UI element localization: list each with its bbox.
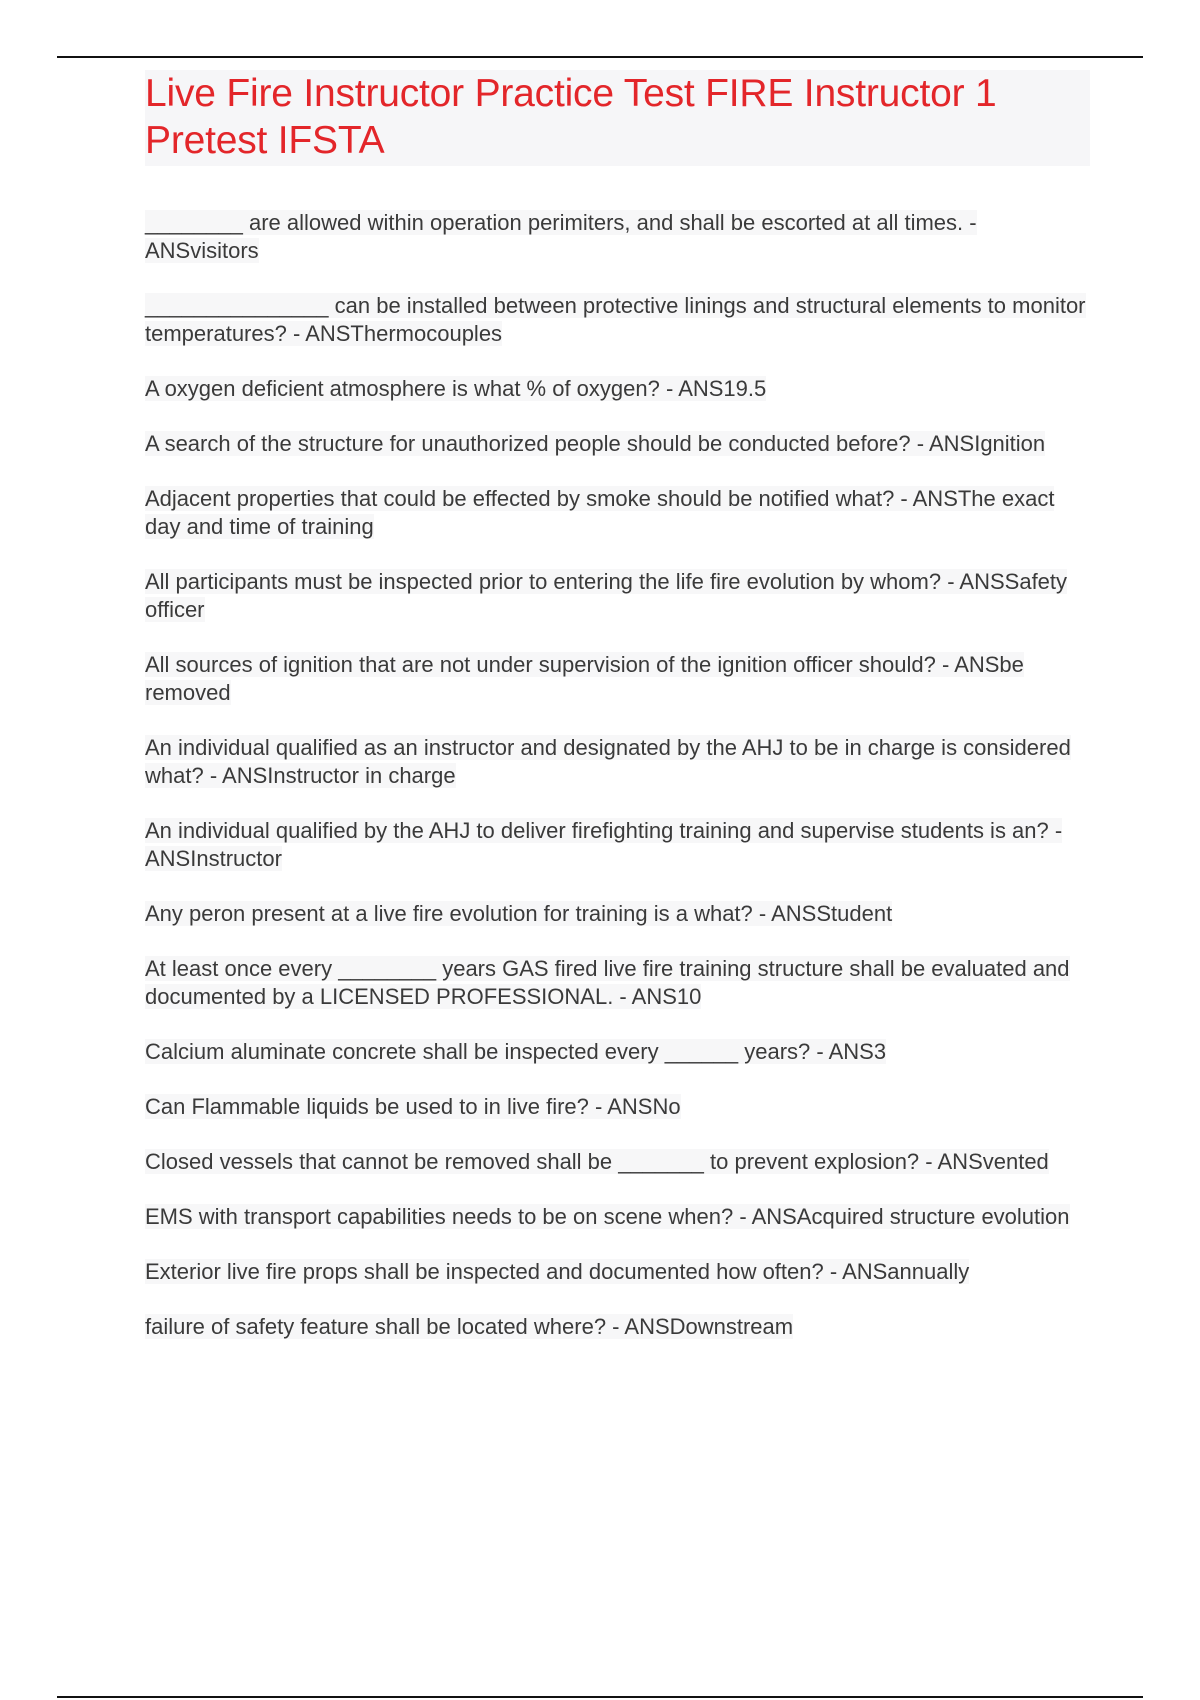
bottom-rule — [57, 1696, 1143, 1698]
qa-item: Any peron present at a live fire evolution for training is a what? - ANSStudent — [145, 901, 893, 926]
qa-item: _______________ can be installed between protective linings and structural elements to monitor temperatures? - ANSThermocouples — [145, 293, 1086, 346]
qa-item: ________ are allowed within operation perimiters, and shall be escorted at all times. - ANSvisitors — [145, 210, 977, 263]
qa-item: A oxygen deficient atmosphere is what % of oxygen? - ANS19.5 — [145, 376, 767, 401]
qa-item: A search of the structure for unauthorized people should be conducted before? - ANSIgnition — [145, 431, 1046, 456]
top-rule — [57, 56, 1143, 58]
qa-item: Closed vessels that cannot be removed shall be _______ to prevent explosion? - ANSvented — [145, 1149, 1049, 1174]
qa-item: Calcium aluminate concrete shall be inspected every ______ years? - ANS3 — [145, 1039, 887, 1064]
qa-item: All participants must be inspected prior to entering the life fire evolution by whom? - ANSSafety officer — [145, 569, 1068, 622]
qa-list — [145, 209, 1090, 1341]
qa-item: failure of safety feature shall be located where? - ANSDownstream — [145, 1314, 794, 1339]
qa-item: All sources of ignition that are not under supervision of the ignition officer should? - ANSbe removed — [145, 652, 1024, 705]
qa-item: An individual qualified by the AHJ to deliver firefighting training and supervise students is an? - ANSInstructor — [145, 818, 1063, 871]
qa-item: An individual qualified as an instructor and designated by the AHJ to be in charge is considered what? - ANSInstructor in charge — [145, 735, 1071, 788]
qa-item: Adjacent properties that could be effected by smoke should be notified what? - ANSThe exact day and time of training — [145, 486, 1055, 539]
document-title: Live Fire Instructor Practice Test FIRE Instructor 1 Pretest IFSTA — [145, 70, 1090, 166]
qa-item: Can Flammable liquids be used to in live fire? - ANSNo — [145, 1094, 681, 1119]
qa-item: At least once every ________ years GAS fired live fire training structure shall be evaluated and documented by a LICENSED PROFESSIONAL. - ANS10 — [145, 956, 1070, 1009]
document-body — [145, 70, 1090, 1368]
qa-item: EMS with transport capabilities needs to be on scene when? - ANSAcquired structure evolution — [145, 1204, 1070, 1229]
qa-item: Exterior live fire props shall be inspected and documented how often? - ANSannually — [145, 1259, 970, 1284]
